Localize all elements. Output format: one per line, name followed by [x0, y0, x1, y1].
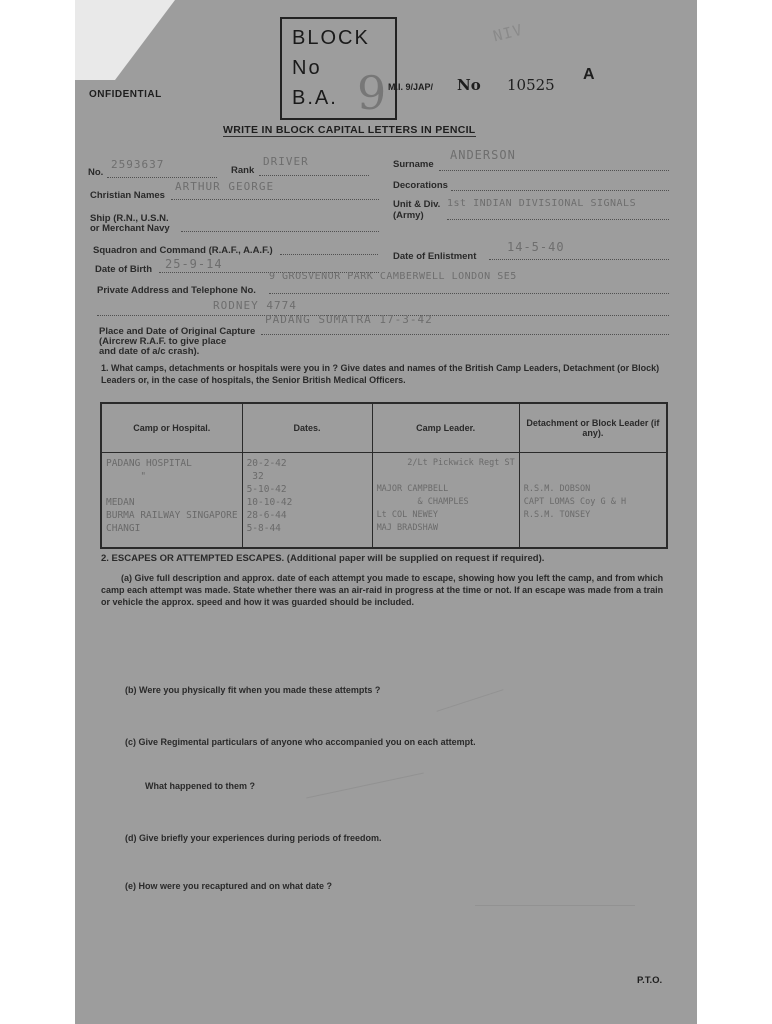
- enlistment-value: 14-5-40: [507, 240, 565, 254]
- stamp-handwritten-number: 9: [357, 66, 387, 120]
- christian-names-value: ARTHUR GEORGE: [175, 180, 275, 193]
- camps-table-header: [101, 403, 667, 453]
- capture-value: PADANG SUMATRA 17-3-42: [265, 313, 433, 326]
- section1-question: 1. What camps, detachments or hospitals were you in ? Give dates and names of the British Camp Leaders, Detachment (or Block) Leaders or, in the case of hospitals, the Senior British Medical Officers.: [101, 363, 660, 385]
- section2-question-c: (c) Give Regimental particulars of anyone who accompanied you on each attempt.: [125, 737, 476, 747]
- christian-names-label: Christian Names: [90, 190, 165, 201]
- number-label: No: [457, 76, 481, 94]
- col-dates: Dates.: [242, 403, 372, 453]
- rank-value: DRIVER: [263, 155, 309, 168]
- no-value: 2593637: [111, 158, 165, 171]
- handwritten-corner-note: NIV: [491, 20, 525, 46]
- col-camp-leader: Camp Leader.: [372, 403, 519, 453]
- unit-label-2: (Army): [393, 210, 424, 221]
- col-detachment-leader: Detachment or Block Leader (if any).: [519, 403, 667, 453]
- col-camp: Camp or Hospital.: [101, 403, 242, 453]
- section2-question-a: (a) Give full description and approx. date of each attempt you made to escape, showing how you left the camp, and from which camp each attempt was made. State whether there was an air-raid in progress at the time or not. If an escape was made from a train or vehicle the approx. speed and how it was guarded should be included.: [101, 573, 664, 607]
- no-label: No.: [88, 167, 104, 178]
- cell-dates: 20-2-42 32 5-10-42 10-10-42 28-6-44 5-8-44: [246, 458, 293, 534]
- form-suffix: A: [583, 66, 595, 83]
- capture-label-2: (Aircrew R.A.F. to give place: [99, 336, 227, 347]
- folded-corner: [75, 0, 175, 80]
- table-row: [101, 453, 667, 549]
- address-label: Private Address and Telephone No.: [97, 285, 256, 296]
- cell-camp-leader: 2/Lt Pickwick Regt ST MAJOR CAMPBELL & CHAMPLES Lt COL NEWEY MAJ BRADSHAW: [376, 458, 515, 533]
- rank-label: Rank: [231, 165, 255, 176]
- section2-title: 2. ESCAPES OR ATTEMPTED ESCAPES. (Additional paper will be supplied on request if required).: [101, 553, 545, 564]
- section2-question-e: (e) How were you recaptured and on what date ?: [125, 881, 333, 891]
- surname-label: Surname: [393, 159, 434, 170]
- form-code: M.I. 9/JAP/: [388, 82, 434, 92]
- confidential-mark: ONFIDENTIAL: [89, 89, 162, 100]
- document-page: [75, 0, 697, 1024]
- stamp-line-1: BLOCK: [292, 27, 370, 49]
- instruction-heading: WRITE IN BLOCK CAPITAL LETTERS IN PENCIL: [223, 124, 476, 136]
- pto-note: P.T.O.: [637, 975, 663, 986]
- stamp-line-3: B.A.: [292, 87, 338, 109]
- dob-value: 25-9-14: [165, 257, 223, 271]
- phone-value: RODNEY 4774: [213, 299, 297, 312]
- stamp-line-2: No: [292, 57, 322, 79]
- faint-mark: [437, 689, 504, 712]
- cell-camp: PADANG HOSPITAL " MEDAN BURMA RAILWAY SINGAPORE CHANGI: [106, 458, 238, 534]
- unit-value: 1st INDIAN DIVISIONAL SIGNALS: [447, 198, 637, 209]
- ship-label-1: Ship (R.N., U.S.N.: [90, 213, 169, 224]
- squadron-label: Squadron and Command (R.A.F., A.A.F.): [93, 245, 273, 256]
- ship-label-2: or Merchant Navy: [90, 223, 170, 234]
- decorations-label: Decorations: [393, 180, 448, 191]
- dob-label: Date of Birth: [95, 264, 152, 275]
- surname-value: ANDERSON: [450, 148, 516, 162]
- camps-table: [100, 402, 668, 549]
- faint-mark: [306, 773, 424, 799]
- enlistment-label: Date of Enlistment: [393, 251, 477, 262]
- section2-question-d: (d) Give briefly your experiences during periods of freedom.: [125, 833, 382, 843]
- unit-label-1: Unit & Div.: [393, 199, 441, 210]
- faint-mark: [475, 905, 635, 906]
- form-number: 10525: [507, 76, 555, 94]
- capture-label-1: Place and Date of Original Capture: [99, 326, 256, 337]
- section2-question-b: (b) Were you physically fit when you made these attempts ?: [125, 685, 381, 695]
- section2-question-c-followup: What happened to them ?: [145, 781, 255, 791]
- address-value: 9 GROSVENOR PARK CAMBERWELL LONDON SE5: [269, 271, 517, 282]
- cell-detachment-leader: R.S.M. DOBSON CAPT LOMAS Coy G & H R.S.M. TONSEY: [523, 484, 627, 520]
- capture-label-3: and date of a/c crash).: [99, 346, 200, 357]
